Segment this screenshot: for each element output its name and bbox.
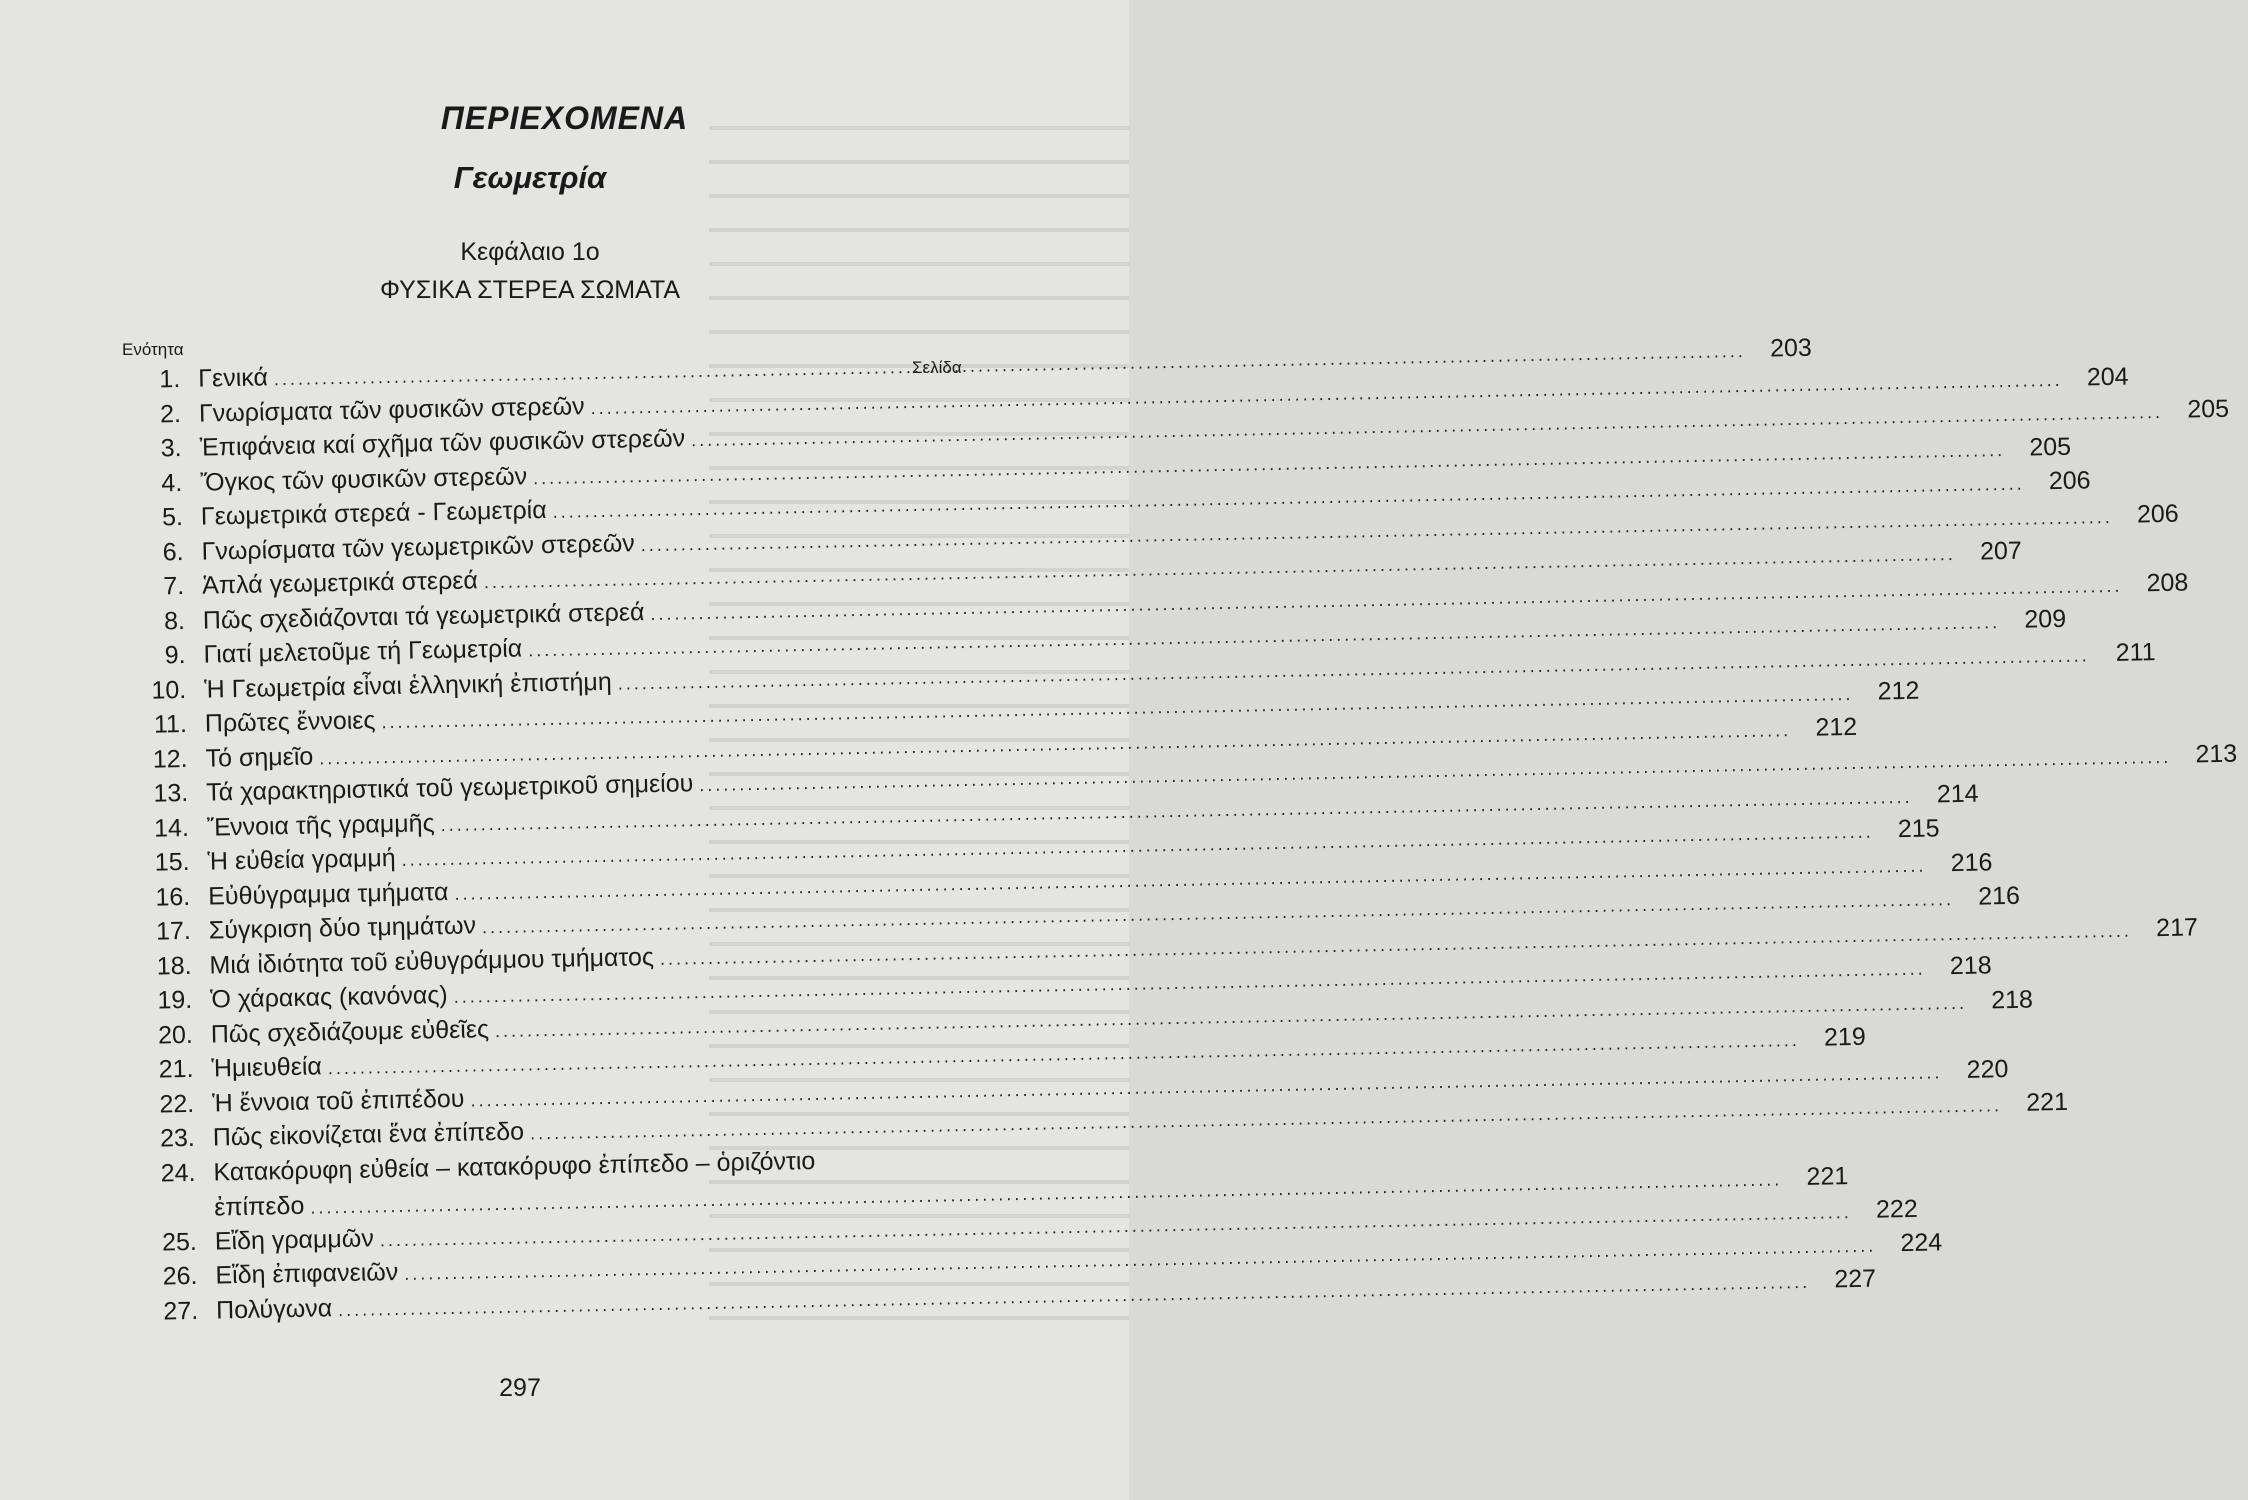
- entry-title: Γνωρίσματα τῶν γεωμετρικῶν στερεῶν: [201, 528, 636, 566]
- entry-page: 206: [2136, 499, 2179, 528]
- entry-number: 8.: [163, 606, 186, 635]
- entry-number: 5.: [161, 502, 184, 532]
- page-subtitle: Γεωμετρία: [453, 160, 607, 195]
- entry-page: 218: [1990, 985, 2034, 1014]
- entry-number: 7.: [163, 571, 185, 601]
- entry-title: Σύγκριση δύο τμημάτων: [208, 911, 477, 945]
- entry-title: Ἁπλά γεωμετρικά στερεά: [201, 566, 479, 600]
- entry-page: 222: [1875, 1194, 1918, 1224]
- entry-title: Πῶς σχεδιάζονται τά γεωμετρικά στερεά: [202, 597, 645, 635]
- entry-page: 220: [1966, 1054, 2009, 1084]
- entry-number: 9.: [164, 640, 186, 670]
- entry-title: Ἡμιευθεία: [211, 1052, 323, 1083]
- entry-number: 1.: [159, 365, 181, 394]
- chapter-title: ΦΥΣΙΚΑ ΣΤΕΡΕΑ ΣΩΜΑΤΑ: [380, 276, 680, 304]
- entry-page: 215: [1897, 814, 1940, 844]
- entry-number: 12.: [152, 744, 188, 774]
- entry-page: 216: [1977, 881, 2021, 911]
- entry-page: 205: [2187, 394, 2230, 424]
- entry-number: 27.: [163, 1296, 199, 1325]
- section-column-header: Ενότητα: [122, 340, 184, 359]
- entry-number: 21.: [158, 1054, 194, 1084]
- entry-page: 221: [1806, 1161, 1849, 1191]
- entry-page: 227: [1834, 1264, 1877, 1293]
- entry-number: 19.: [157, 985, 193, 1015]
- chapter-label: Κεφάλαιο 1ο: [460, 238, 600, 266]
- entry-page: 224: [1900, 1228, 1943, 1258]
- entry-page: 205: [2029, 432, 2072, 462]
- entry-number: 23.: [159, 1123, 196, 1153]
- entry-number: 22.: [159, 1089, 195, 1119]
- entry-page: 214: [1936, 779, 1979, 808]
- entry-number: 26.: [162, 1261, 198, 1291]
- entry-title: Πολύγωνα: [215, 1293, 333, 1324]
- entry-page: 209: [2024, 604, 2067, 634]
- entry-number: 13.: [153, 778, 189, 808]
- entry-title: Γεωμετρικά στερεά - Γεωμετρία: [200, 495, 547, 531]
- entry-page: 217: [2155, 912, 2199, 942]
- page-title: ΠΕΡΙΕΧΟΜΕΝΑ: [440, 100, 689, 136]
- entry-title: Κατακόρυφη εὐθεία – κατακόρυφο ἐπίπεδο – ὁριζόντιο: [213, 1146, 816, 1187]
- entry-title: Ὁ χάρακας (κανόνας): [209, 980, 448, 1014]
- entry-number: 6.: [162, 537, 184, 566]
- page-number: 297: [499, 1374, 541, 1402]
- entry-title: Μιά ἰδιότητα τοῦ εὐθυγράμμου τμήματος: [209, 942, 655, 980]
- entry-page: 203: [1769, 333, 1813, 363]
- entry-number: 11.: [153, 709, 188, 739]
- entry-page: 221: [2025, 1087, 2069, 1117]
- entry-title: Ἡ ἔννοια τοῦ ἐπιπέδου: [211, 1084, 465, 1118]
- entry-number: 10.: [151, 675, 187, 705]
- entry-title: Γιατί μελετοῦμε τή Γεωμετρία: [203, 634, 523, 669]
- entry-title: Εἴδη γραμμῶν: [214, 1223, 375, 1255]
- entry-page: 207: [1979, 536, 2023, 566]
- entry-number: 18.: [156, 951, 192, 981]
- entry-title-continued: ἐπίπεδο: [213, 1191, 305, 1221]
- entry-title: Τό σημεῖο: [205, 742, 314, 773]
- entry-title: Πῶς σχεδιάζουμε εὐθεῖες: [210, 1014, 490, 1049]
- entry-number: 4.: [161, 468, 183, 497]
- entry-title: Πῶς εἰκονίζεται ἕνα ἐπίπεδο: [212, 1117, 525, 1152]
- entry-page: 216: [1950, 847, 1993, 877]
- entry-number: 16.: [155, 882, 191, 912]
- entry-title: Ἡ Γεωμετρία εἶναι ἑλληνική ἐπιστήμη: [203, 667, 612, 704]
- entry-title: Ἐπιφάνεια καί σχῆμα τῶν φυσικῶν στερεῶν: [199, 424, 686, 462]
- entry-number: 14.: [153, 813, 190, 843]
- entry-number: 24.: [160, 1158, 196, 1188]
- entry-page: 212: [1815, 712, 1858, 742]
- entry-number: 17.: [155, 916, 192, 946]
- entry-page: 213: [2195, 739, 2238, 769]
- entry-page: 206: [2048, 466, 2091, 496]
- entry-title: Ἡ εὐθεία γραμμή: [207, 843, 396, 876]
- entry-title: Γενικά: [197, 363, 269, 393]
- entry-number: 25.: [161, 1227, 198, 1257]
- entry-title: Εὐθύγραμμα τμήματα: [207, 877, 449, 911]
- entry-number: 2.: [159, 399, 182, 428]
- entry-page: 204: [2086, 362, 2129, 391]
- entry-page: 219: [1823, 1022, 1866, 1052]
- entry-title: Πρῶτες ἔννοιες: [204, 706, 376, 738]
- entry-number: 3.: [160, 433, 182, 463]
- entry-title: Εἴδη ἐπιφανειῶν: [215, 1257, 399, 1290]
- entry-page: 218: [1949, 951, 1992, 981]
- page-column-header: Σελίδα: [912, 358, 962, 377]
- entry-number: 15.: [154, 847, 190, 877]
- entry-title: Τά χαρακτηριστικά τοῦ γεωμετρικοῦ σημείου: [205, 769, 694, 807]
- entry-number: 20.: [157, 1020, 194, 1050]
- entry-page: 211: [2115, 637, 2156, 667]
- entry-title: Ἔννοια τῆς γραμμῆς: [206, 808, 435, 842]
- entry-page: 212: [1877, 676, 1920, 706]
- entry-title: Ὄγκος τῶν φυσικῶν στερεῶν: [199, 461, 528, 497]
- entry-title: Γνωρίσματα τῶν φυσικῶν στερεῶν: [198, 391, 585, 428]
- entry-page: 208: [2146, 567, 2189, 597]
